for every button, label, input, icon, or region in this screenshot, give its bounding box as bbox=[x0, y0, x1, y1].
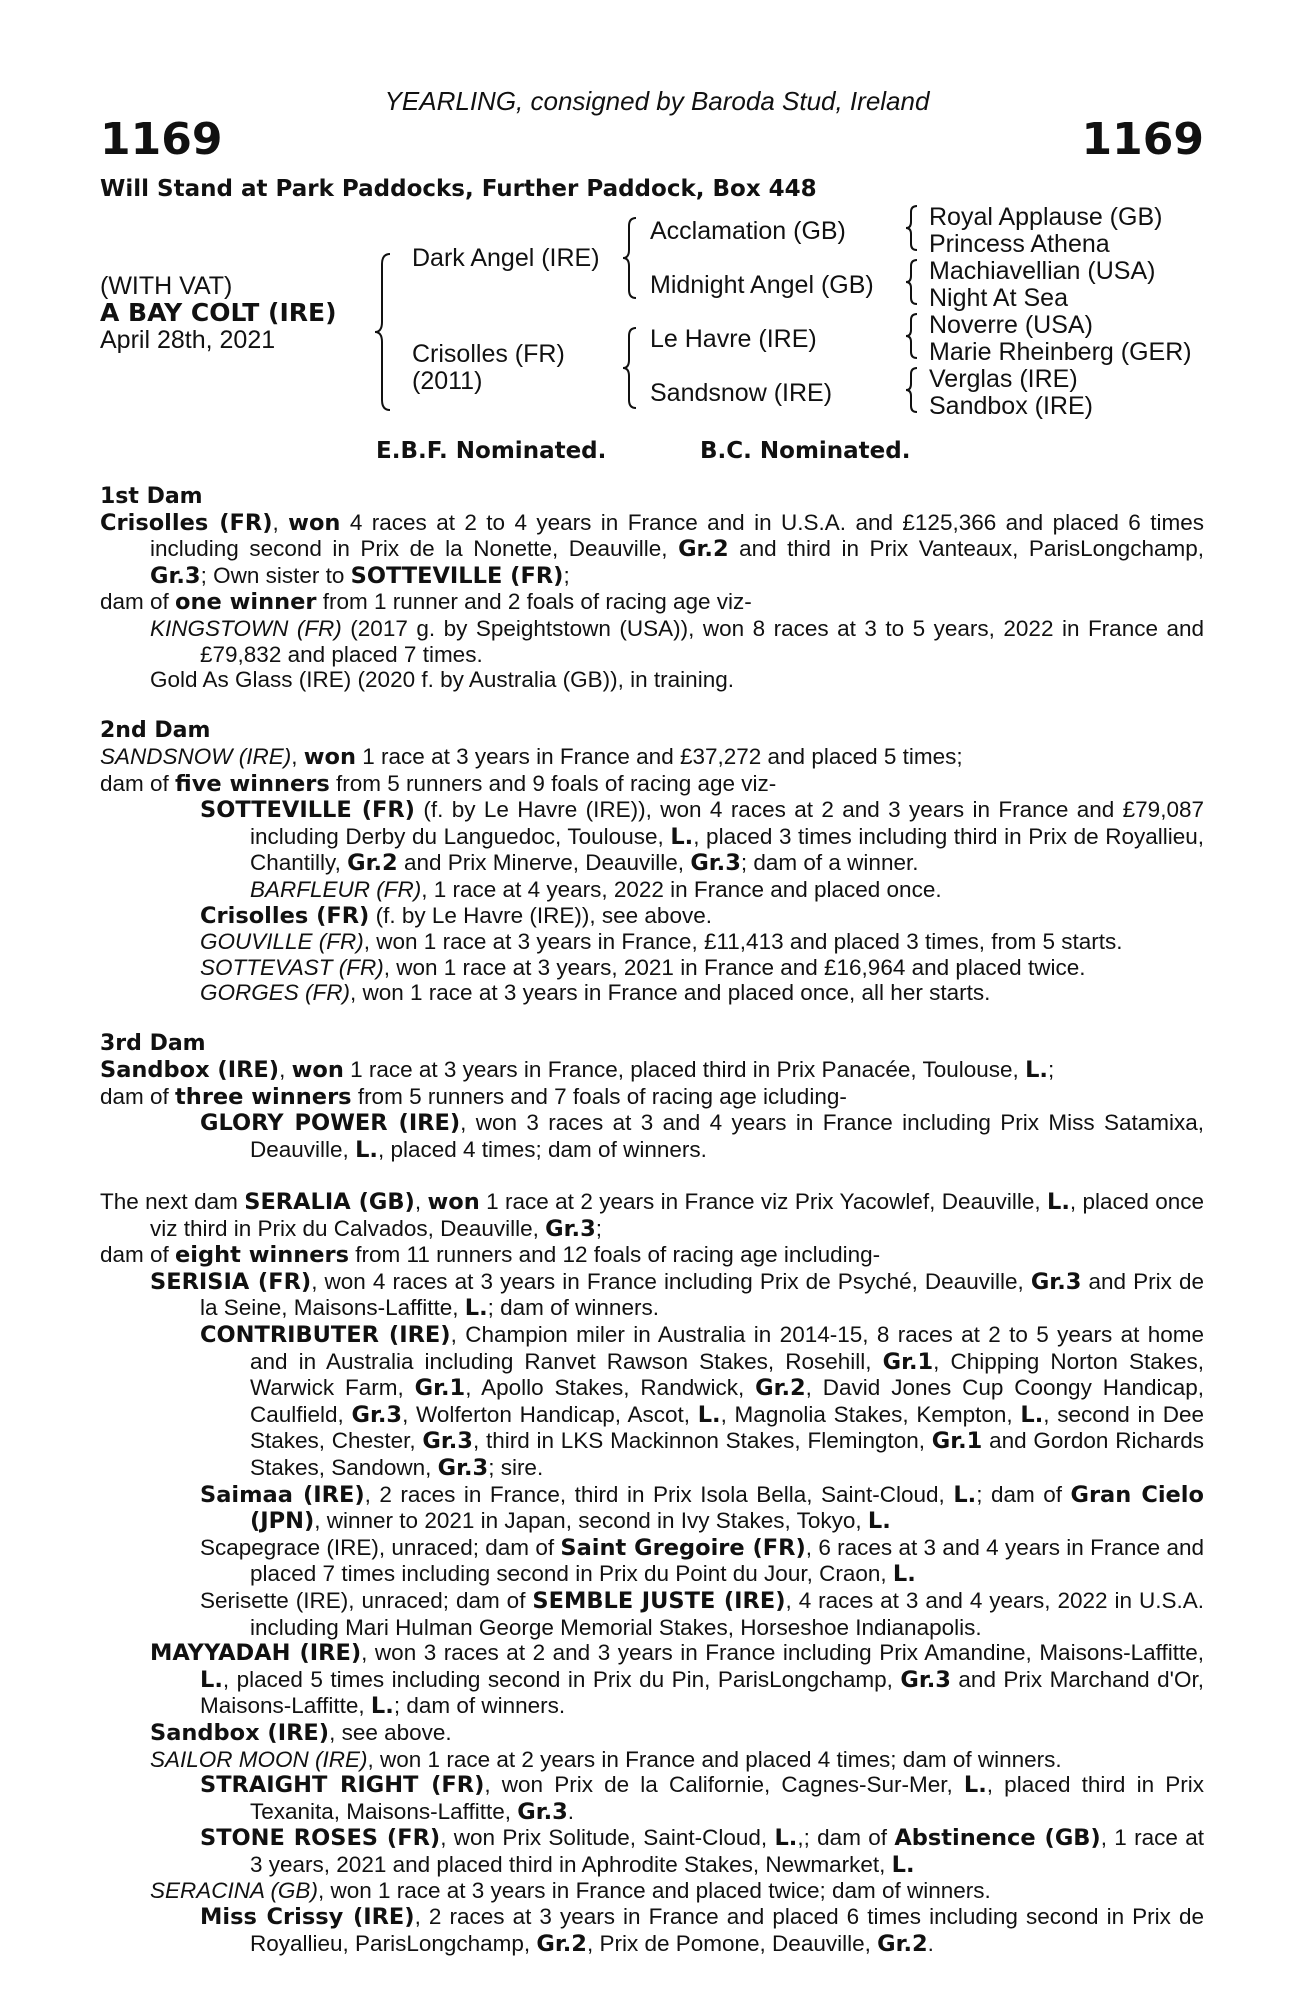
second-dam-section bbox=[100, 718, 1204, 1006]
produce-entry: Saimaa (IRE), 2 races in France, third in Prix Isola Bella, Saint-Cloud, L.; dam of Gran Cielo (JPN), winner to 2021 in Japan, second in Ivy Stakes, Tokyo, L. bbox=[200, 1481, 1204, 1535]
produce-entry: Sandbox (IRE), see above. bbox=[150, 1719, 452, 1746]
fourth-dam-section bbox=[100, 1189, 1204, 1957]
dam-dam-sire: Verglas (IRE) bbox=[929, 365, 1078, 393]
dam-entry: Sandbox (IRE), won 1 race at 3 years in France, placed third in Prix Panacée, Toulouse, L.; bbox=[100, 1057, 1055, 1084]
produce-entry: Scapegrace (IRE), unraced; dam of Saint Gregoire (FR), 6 races at 3 and 4 years in France and placed 7 times including second in Prix du Point du Jour, Craon, L. bbox=[200, 1534, 1204, 1588]
dam-entry: The next dam SERALIA (GB), won 1 race at 2 years in France viz Prix Yacowlef, Deauville, L., placed once viz third in Prix du Calvados, Deauville, Gr.3; bbox=[100, 1189, 1205, 1242]
consignment-subtitle: YEARLING, consigned by Baroda Stud, Ireland bbox=[384, 86, 930, 116]
produce-entry: GORGES (FR), won 1 race at 3 years in France and placed once, all her starts. bbox=[200, 980, 991, 1006]
produce-entry: GOUVILLE (FR), won 1 race at 3 years in France, £11,413 and placed 3 times, from 5 starts. bbox=[200, 929, 1123, 955]
sire-dam-dam: Night At Sea bbox=[929, 284, 1068, 312]
produce-entry: Gold As Glass (IRE) (2020 f. by Australia (GB)), in training. bbox=[150, 667, 734, 693]
dam-sire-sire: Noverre (USA) bbox=[929, 311, 1093, 339]
produce-entry: SAILOR MOON (IRE), won 1 race at 2 years in France and placed 4 times; dam of winners. bbox=[150, 1746, 1062, 1772]
produce-entry: Crisolles (FR) (f. by Le Havre (IRE)), see above. bbox=[200, 902, 712, 929]
lot-number-left: 1169 bbox=[100, 114, 223, 165]
dam-entry: SANDSNOW (IRE), won 1 race at 3 years in France and £37,272 and placed 5 times; bbox=[100, 743, 963, 770]
produce-summary: dam of one winner from 1 runner and 2 foals of racing age viz- bbox=[100, 589, 752, 616]
produce-entry: CONTRIBUTER (IRE), Champion miler in Australia in 2014-15, 8 races at 2 to 5 years at home and in Australia including Ranvet Rawson Stakes, Rosehill, Gr.1, Chipping Norton Stakes, Warwick Farm, Gr.1, Apollo Stakes, Randwick, Gr.2, David Jones Cup Coongy Handicap, Caulfield, Gr.3, Wolferton Handicap, Ascot, L., Magnolia Stakes, Kempton, L., second in Dee Stakes, Chester, Gr.3, third in LKS Mackinnon Stakes, Flemington, Gr.1 and Gordon Richards Stakes, Sandown, Gr.3; sire. bbox=[200, 1322, 1205, 1481]
sire-sire-dam: Princess Athena bbox=[929, 230, 1110, 258]
section-heading: 3rd Dam bbox=[100, 1031, 206, 1057]
bc-nominated: B.C. Nominated. bbox=[700, 438, 911, 464]
produce-entry: Miss Crissy (IRE), 2 races at 3 years in France and placed 6 times including second in Prix de Royallieu, ParisLongchamp, Gr.2, Prix de Pomone, Deauville, Gr.2. bbox=[200, 1904, 1204, 1957]
sire-sire-sire: Royal Applause (GB) bbox=[929, 203, 1163, 231]
produce-entry: SERISIA (FR), won 4 races at 3 years in France including Prix de Psyché, Deauville, Gr.3 and Prix de la Seine, Maisons-Laffitte, L.; dam of winners. bbox=[150, 1268, 1205, 1322]
produce-summary: dam of three winners from 5 runners and 7 foals of racing age icluding- bbox=[100, 1083, 847, 1110]
section-heading: 1st Dam bbox=[100, 484, 203, 509]
produce-entry: SOTTEVAST (FR), won 1 race at 3 years, 2021 in France and £16,964 and placed twice. bbox=[200, 954, 1086, 980]
pedigree-brace-main bbox=[372, 252, 396, 412]
produce-entry: STRAIGHT RIGHT (FR), won Prix de la Californie, Cagnes-Sur-Mer, L., placed third in Prix Texanita, Maisons-Laffitte, Gr.3. bbox=[200, 1772, 1204, 1825]
produce-entry: KINGSTOWN (FR) (2017 g. by Speightstown (USA)), won 8 races at 3 to 5 years, 2022 in France and £79,832 and placed 7 times. bbox=[150, 615, 1204, 667]
sire-dam-sire: Machiavellian (USA) bbox=[929, 257, 1156, 285]
produce-entry: SERACINA (GB), won 1 race at 3 years in France and placed twice; dam of winners. bbox=[150, 1878, 991, 1904]
produce-summary: dam of five winners from 5 runners and 9 foals of racing age viz- bbox=[100, 770, 777, 797]
dam-sire: Le Havre (IRE) bbox=[650, 325, 817, 353]
dam-sire-dam: Marie Rheinberg (GER) bbox=[929, 338, 1192, 366]
dam-year: (2011) bbox=[412, 367, 483, 395]
produce-entry: MAYYADAH (IRE), won 3 races at 2 and 3 years in France including Prix Amandine, Maisons-Laffitte, L., placed 5 times including second in Prix du Pin, ParisLongchamp, Gr.3 and Prix Marchand d'Or, Maisons-Laffitte, L.; dam of winners. bbox=[150, 1640, 1204, 1720]
dam-dam-dam: Sandbox (IRE) bbox=[929, 392, 1093, 420]
sire-dam: Midnight Angel (GB) bbox=[650, 271, 874, 299]
dam-dam: Sandsnow (IRE) bbox=[650, 379, 833, 407]
produce-entry: Serisette (IRE), unraced; dam of SEMBLE JUSTE (IRE), 4 races at 3 and 4 years, 2022 in U.S.A. including Mari Hulman George Memorial Stakes, Horseshoe Indianapolis. bbox=[200, 1587, 1205, 1640]
pedigree-brace-sire bbox=[620, 216, 640, 300]
pedigree-brace-ss bbox=[903, 204, 921, 252]
third-dam-section bbox=[100, 1031, 1204, 1163]
pedigree-brace-dd bbox=[903, 366, 921, 414]
section-heading: 2nd Dam bbox=[100, 718, 211, 744]
horse-name: A BAY COLT (IRE) bbox=[100, 298, 337, 327]
sire-sire: Acclamation (GB) bbox=[650, 217, 846, 245]
produce-summary: dam of eight winners from 11 runners and 12 foals of racing age including- bbox=[100, 1242, 881, 1269]
produce-entry: SOTTEVILLE (FR) (f. by Le Havre (IRE)), won 4 races at 2 and 3 years in France and £79,087 including Derby du Languedoc, Toulouse, L., placed 3 times including third in Prix de Royallieu, Chantilly, Gr.2 and Prix Minerve, Deauville, Gr.3; dam of a winner. bbox=[200, 797, 1204, 877]
dam: Crisolles (FR) bbox=[412, 340, 565, 368]
produce-entry: GLORY POWER (IRE), won 3 races at 3 and 4 years in France including Prix Miss Satamixa, Deauville, L., placed 4 times; dam of winners. bbox=[200, 1110, 1205, 1163]
pedigree-brace-ds bbox=[903, 312, 921, 360]
stand-location: Will Stand at Park Paddocks, Further Paddock, Box 448 bbox=[100, 176, 817, 202]
dam-entry: Crisolles (FR), won 4 races at 2 to 4 years in France and in U.S.A. and £125,366 and placed 6 times including second in Prix de la Nonette, Deauville, Gr.2 and third in Prix Vanteaux, ParisLongchamp, Gr.3; Own sister to SOTTEVILLE (FR); bbox=[100, 509, 1204, 589]
catalogue-body bbox=[100, 484, 1204, 1957]
pedigree-brace-sd bbox=[903, 258, 921, 306]
first-dam-section bbox=[100, 484, 1204, 693]
lot-number-right: 1169 bbox=[1081, 114, 1204, 165]
produce-entry: STONE ROSES (FR), won Prix Solitude, Saint-Cloud, L.,; dam of Abstinence (GB), 1 race at 3 years, 2021 and placed third in Aphrodite Stakes, Newmarket, L. bbox=[200, 1825, 1204, 1878]
sire: Dark Angel (IRE) bbox=[412, 244, 600, 272]
ebf-nominated: E.B.F. Nominated. bbox=[376, 438, 607, 464]
produce-entry: BARFLEUR (FR), 1 race at 4 years, 2022 in France and placed once. bbox=[250, 876, 942, 902]
vat-note: (WITH VAT) bbox=[100, 272, 233, 300]
pedigree-brace-dam bbox=[620, 326, 640, 410]
foaling-date: April 28th, 2021 bbox=[100, 326, 276, 354]
